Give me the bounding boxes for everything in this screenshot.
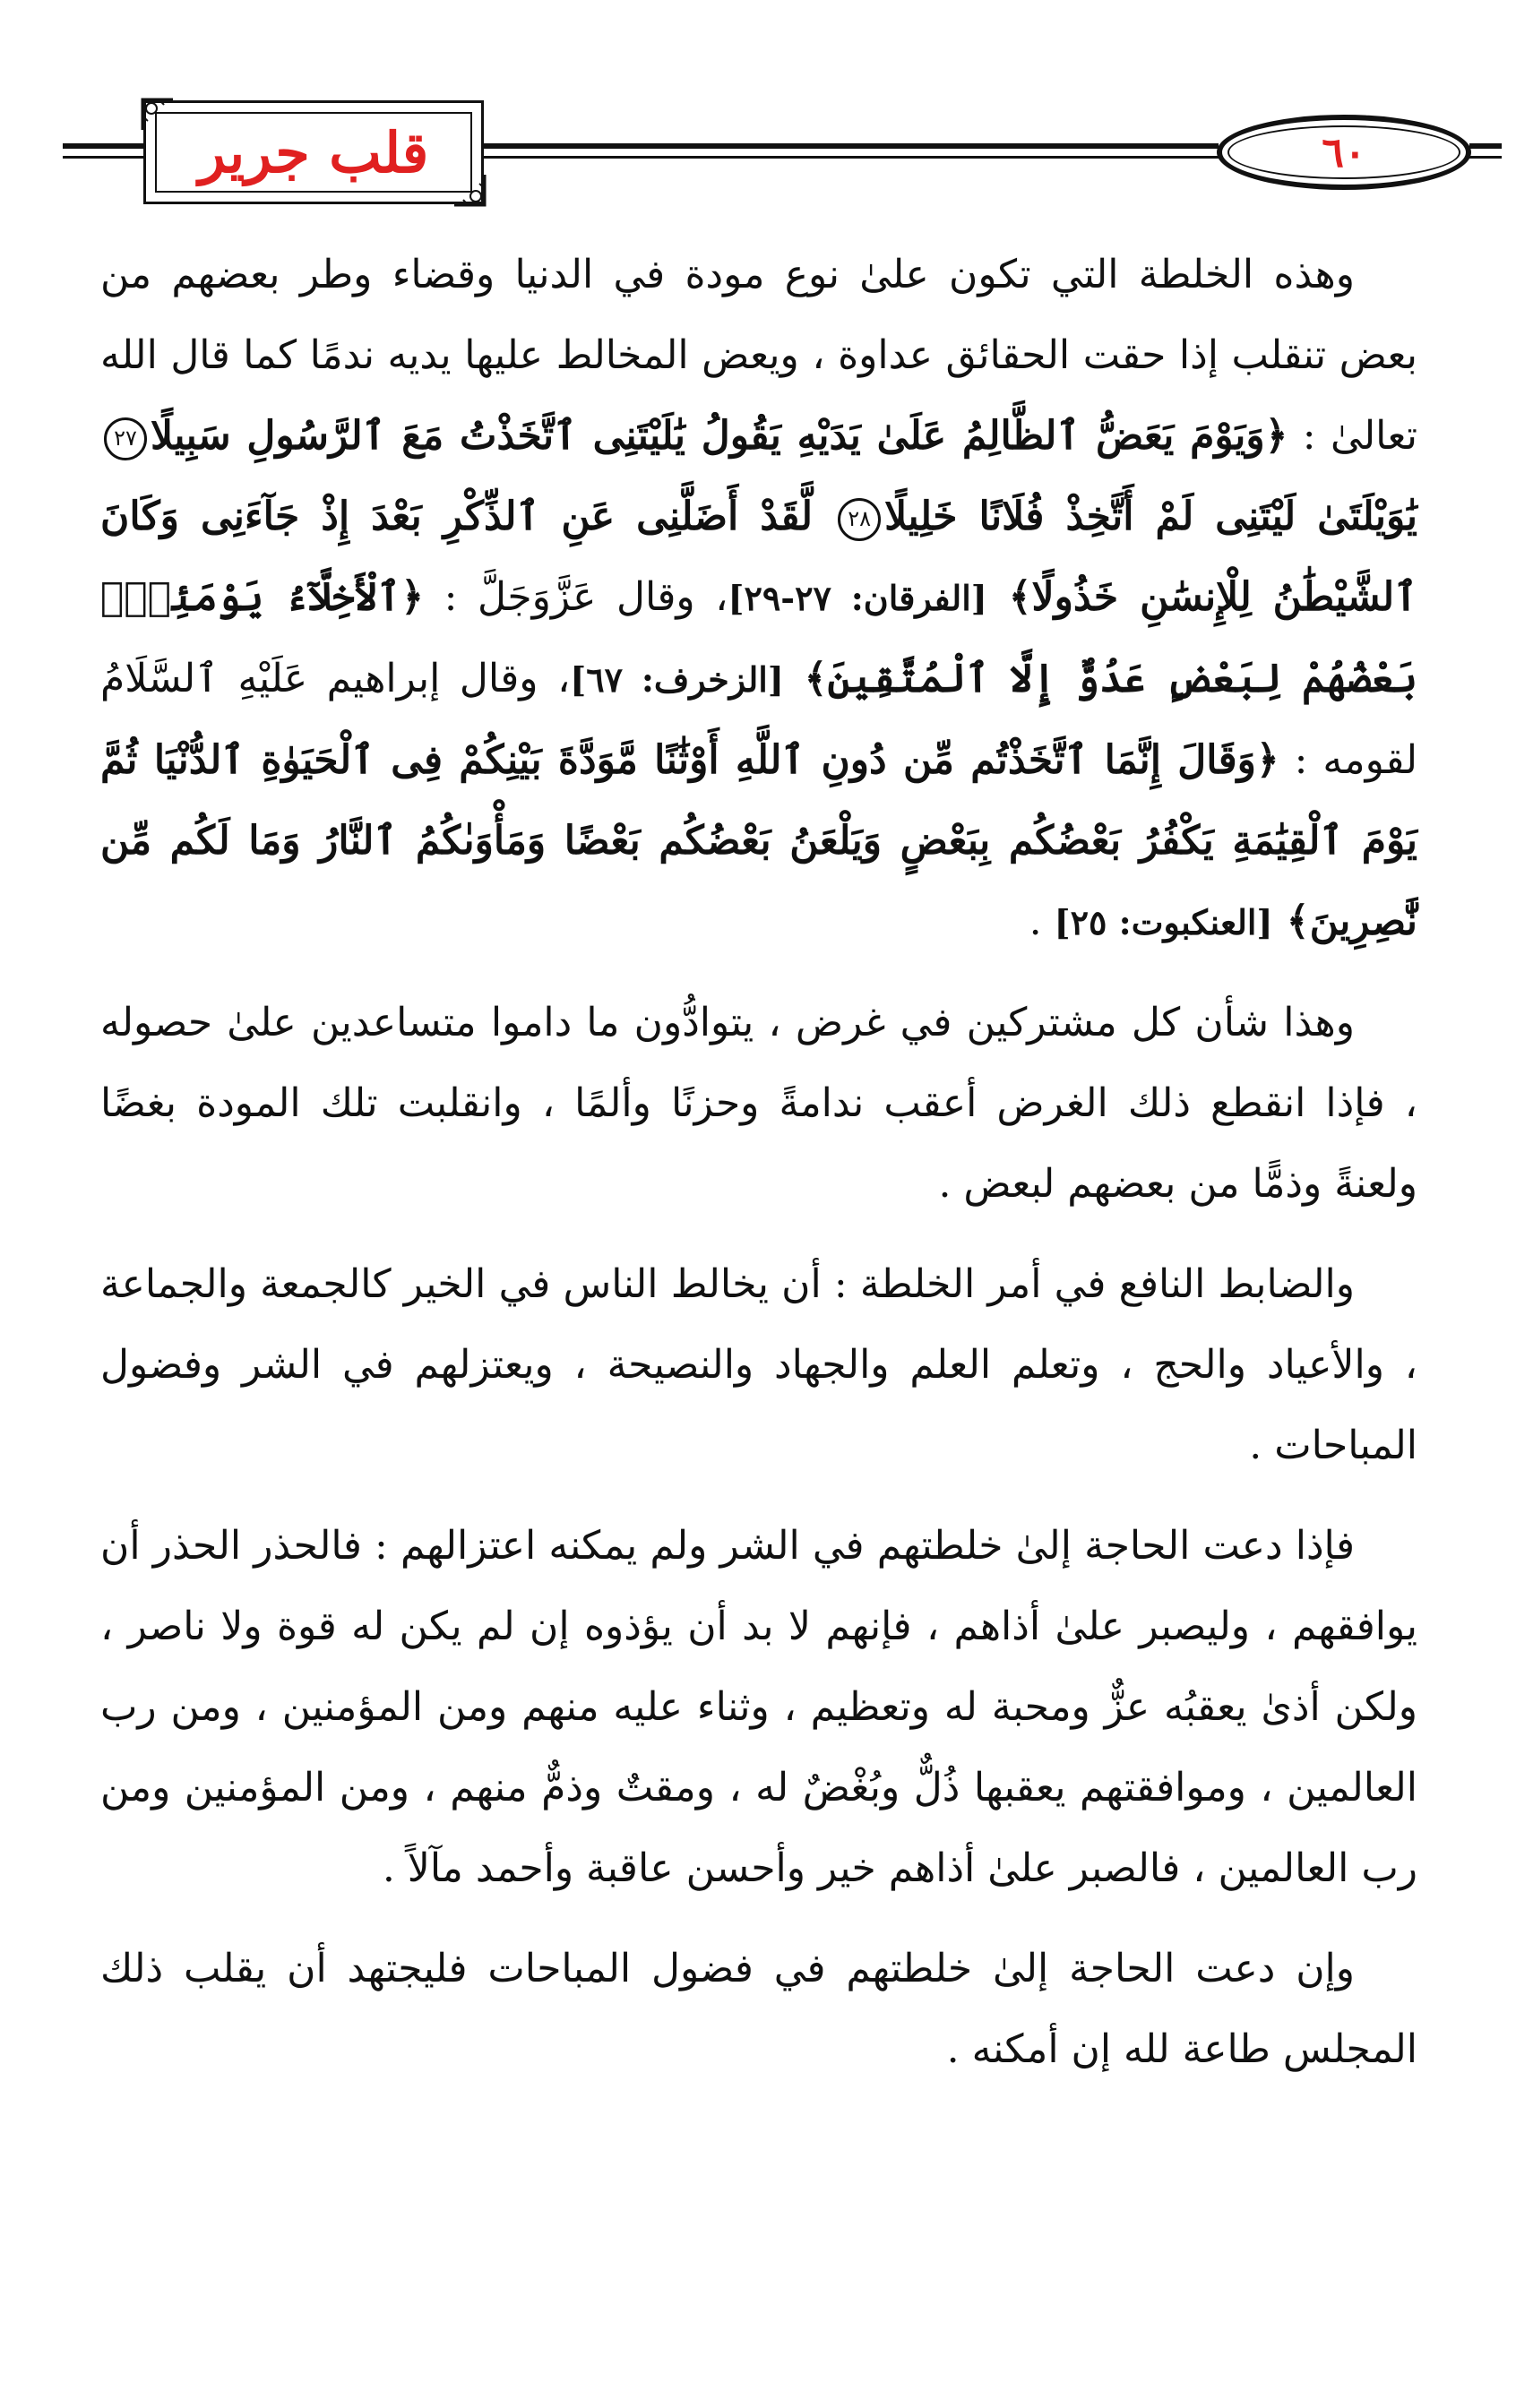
- body-text: [100, 235, 1417, 2110]
- paragraph-text: ، وقال عَزَّوَجَلَّ :: [423, 574, 728, 620]
- page-number-oval: [1217, 115, 1471, 190]
- header-rule-left-thin: [63, 156, 145, 159]
- verse-reference: [الفرقان: ٢٧-٢٩]: [728, 578, 987, 618]
- paragraph: [100, 235, 1417, 963]
- ayah-number-marker: ٢٧: [104, 417, 147, 460]
- paragraph: [100, 983, 1417, 1225]
- paragraph: [100, 1506, 1417, 1909]
- running-title: قلب جرير: [198, 119, 429, 185]
- verse-reference: [العنكبوت: ٢٥]: [1054, 902, 1273, 942]
- header-rule-left: [63, 143, 145, 149]
- paragraph-text: وهذا شأن كل مشتركين في غرض ، يتوادُّون ما داموا متساعدين علىٰ حصوله ، فإذا انقطع ذلك الغرض أعقب ندامةً وحزنًا وألمًا ، وانقلبت تلك المودة بغضًا ولعنةً وذمًّا من بعضهم لبعض .: [100, 1000, 1417, 1207]
- quran-quote: يَٰوَيْلَتَىٰ لَيْتَنِى لَمْ أَتَّخِذْ فُلَانًا خَلِيلًا: [884, 494, 1417, 539]
- paragraph: [100, 1929, 1417, 2090]
- paragraph-text: والضابط النافع في أمر الخلطة : أن يخالط الناس في الخير كالجمعة والجماعة ، والأعياد والحج ، وتعلم العلم والجهاد والنصيحة ، ويعتزلهم في الشر وفضول المباحات .: [100, 1261, 1417, 1468]
- page-number: ٦٠: [1322, 128, 1366, 176]
- paragraph: [100, 1244, 1417, 1486]
- paragraph-text: .: [1029, 899, 1055, 944]
- paragraph-text: فإذا دعت الحاجة إلىٰ خلطتهم في الشر ولم يمكنه اعتزالهم : فالحذر الحذر أن يوافقهم ، وليصبر علىٰ أذاهم ، فإنهم لا بد أن يؤذوه إن لم يكن له قوة ولا ناصر ، ولكن أذىٰ يعقبُه عزٌّ ومحبة له وتعظيم ، وثناء عليه منهم ومن المؤمنين ، ومن رب العالمين ، وموافقتهم يعقبها ذُلٌّ وبُغْضٌ له ، ومقتٌ وذمٌّ منهم ، ومن المؤمنين ومن رب العالمين ، فالصبر علىٰ أذاهم خير وأحسن عاقبة وأحمد مآلاً .: [100, 1523, 1417, 1891]
- ayah-number-marker: ٢٨: [838, 498, 881, 541]
- quran-quote: ﴿وَقَالَ إِنَّمَا ٱتَّخَذْتُم مِّن دُونِ ٱللَّهِ أَوْثَٰنًا مَّوَدَّةَ بَيْنِكُمْ فِى ٱلْحَيَوٰةِ ٱلدُّنْيَا ثُمَّ يَوْمَ ٱلْقِيَٰمَةِ يَكْفُرُ بَعْضُكُم بِبَعْضٍ وَيَلْعَنُ بَعْضُكُم بَعْضًا وَمَأْوَىٰكُمُ ٱلنَّارُ وَمَا لَكُم مِّن نَّٰصِرِينَ﴾: [100, 737, 1417, 944]
- paragraph-text: وهذه الخلطة التي تكون علىٰ نوع مودة في الدنيا وقضاء وطر بعضهم من بعض تنقلب إذا حقت الحقائق عداوة ، ويعض المخالط عليها يديه ندمًا كما قال الله تعالىٰ :: [100, 252, 1417, 459]
- quran-quote: ﴿وَيَوْمَ يَعَضُّ ٱلظَّالِمُ عَلَىٰ يَدَيْهِ يَقُولُ يَٰلَيْتَنِى ٱتَّخَذْتُ مَعَ ٱلرَّسُولِ سَبِيلًا: [151, 413, 1288, 459]
- header-rule-middle-thin: [484, 156, 1219, 159]
- paragraph-text: وإن دعت الحاجة إلىٰ خلطتهم في فضول المباحات فليجتهد أن يقلب ذلك المجلس طاعة لله إن أمكنه .: [100, 1946, 1417, 2072]
- running-title-frame: [143, 100, 484, 204]
- header-rule-right: [1469, 143, 1502, 149]
- verse-reference: [الزخرف: ٦٧]: [570, 659, 784, 700]
- header-rule-right-thin: [1469, 156, 1502, 159]
- page-header: [0, 0, 1516, 224]
- quran-quote: ﴿ٱلْأَخِلَّآءُ يَوْمَئِذٍۭ بَعْضُهُمْ لِبَعْضٍ عَدُوٌّ إِلَّا ٱلْمُتَّقِينَ﴾: [100, 574, 1418, 701]
- header-rule-middle: [484, 143, 1219, 149]
- quran-quote: لَّقَدْ أَضَلَّنِى عَنِ ٱلذِّكْرِ بَعْدَ إِذْ جَآءَنِى وَكَانَ ٱلشَّيْطَٰنُ لِلْإِنسَٰنِ خَذُولًا﴾: [100, 494, 1417, 620]
- paragraph-text: ، وقال إبراهيم عَلَيْهِ ٱلسَّلَامُ لقومه :: [100, 656, 1417, 783]
